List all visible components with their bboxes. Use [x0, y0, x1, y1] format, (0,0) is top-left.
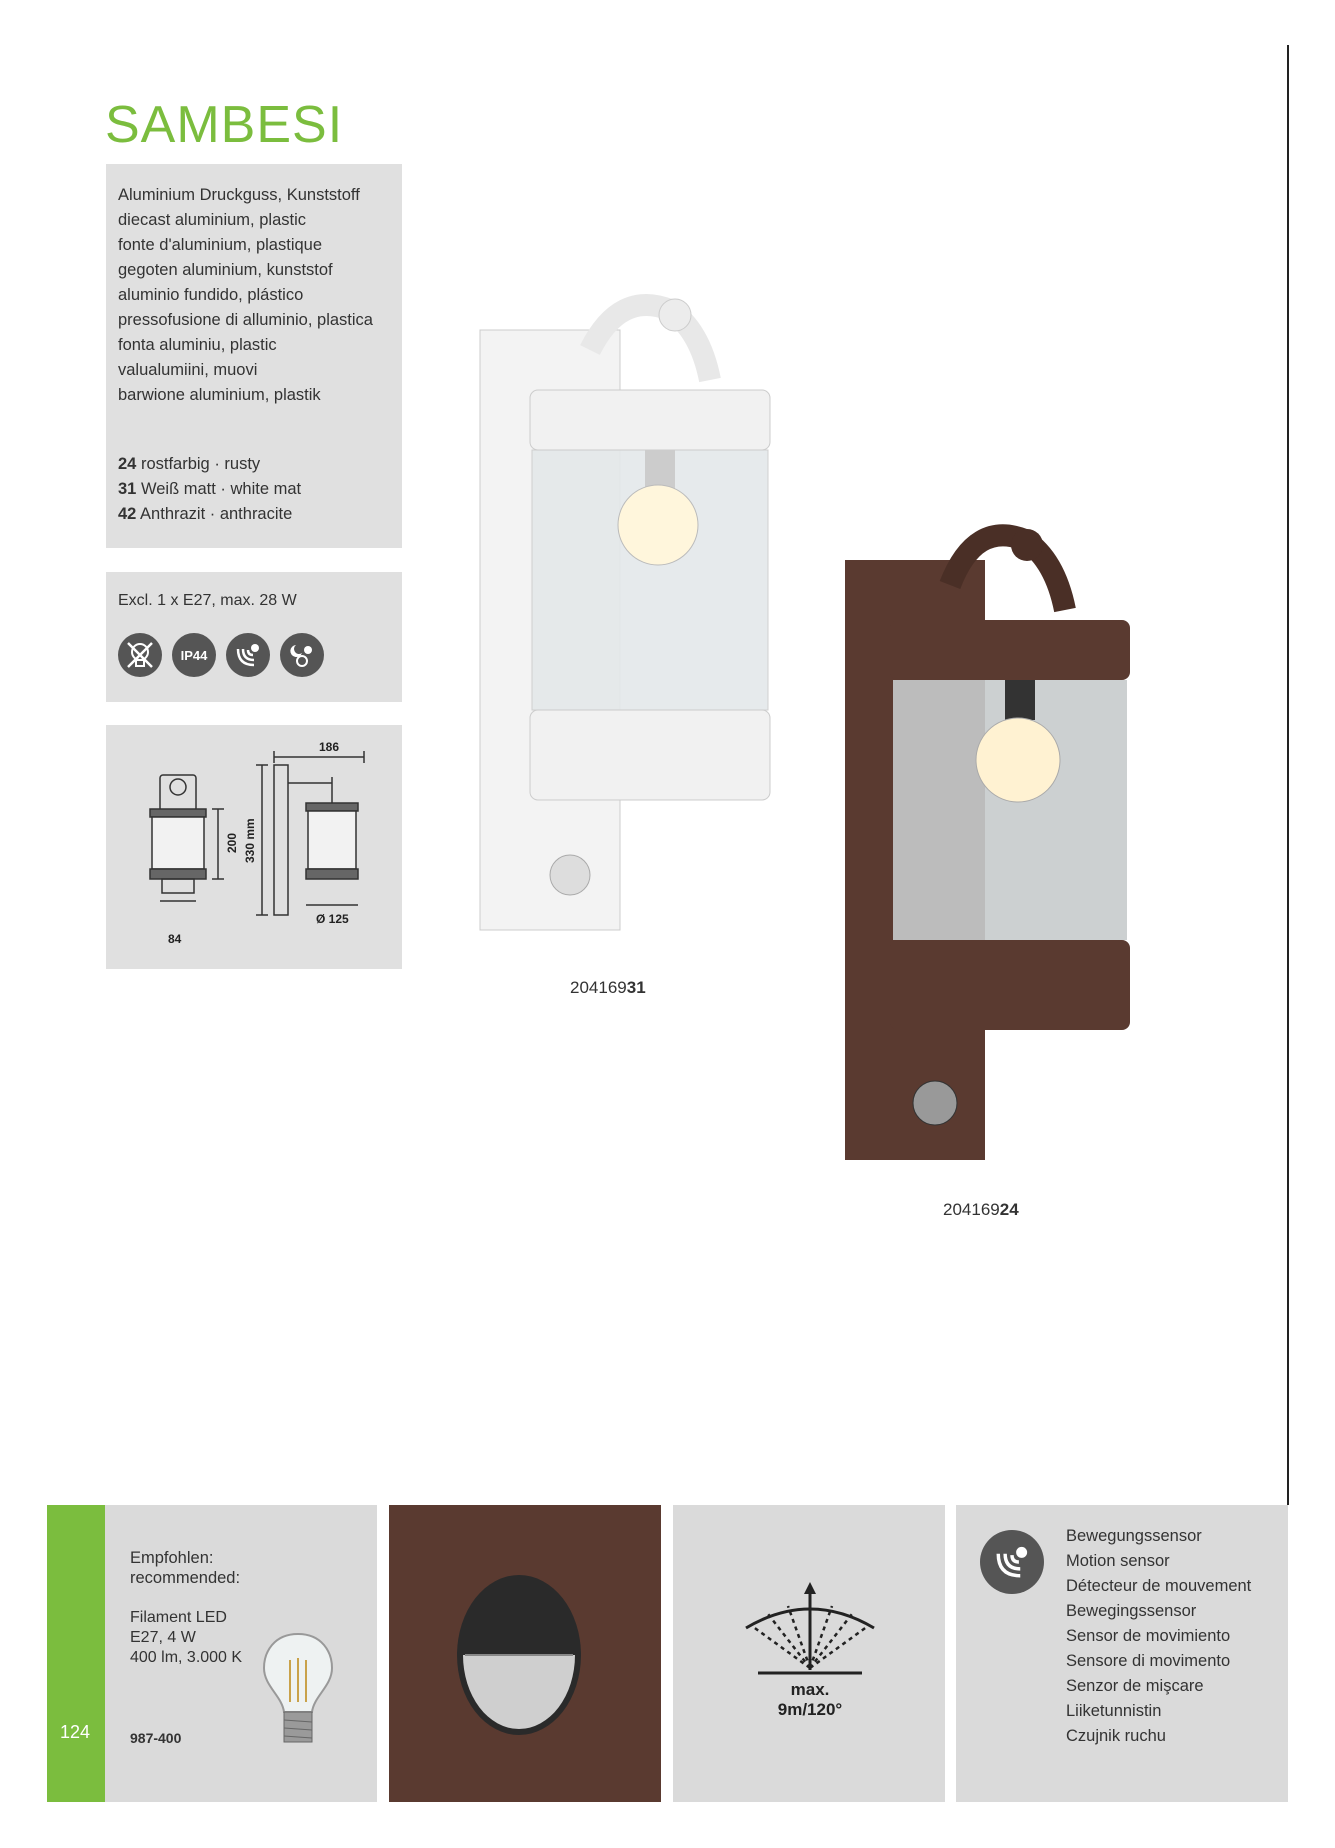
sensor-name: Sensore di movimento [1066, 1652, 1231, 1670]
dim-plate-label: 84 [168, 932, 182, 946]
sensor-closeup-image [389, 1505, 661, 1802]
day-night-sensor-icon [280, 633, 324, 677]
product-number-rust: 20416924 [943, 1200, 1019, 1219]
material-item: diecast aluminium, plastic [118, 211, 306, 229]
material-item: Aluminium Druckguss, Kunststoff [118, 186, 360, 204]
motion-sensor-icon [980, 1530, 1044, 1594]
bulb-spec: Excl. 1 x E27, max. 28 W [118, 592, 297, 609]
motion-sensor-icon [226, 633, 270, 677]
page-title: SAMBESI [105, 96, 344, 154]
sensor-name: Liiketunnistin [1066, 1702, 1162, 1720]
dimension-drawing [106, 725, 402, 969]
page-number: 124 [60, 1722, 91, 1742]
page-edge-line [1287, 45, 1289, 1505]
led-bulb-icon [262, 1630, 334, 1748]
sensor-names-list [1066, 1524, 1251, 1749]
dim-diameter-label: Ø 125 [316, 912, 349, 926]
recommended-title: Empfohlen: recommended: [130, 1549, 241, 1587]
material-item: barwione aluminium, plastik [118, 386, 321, 404]
material-item: fonta aluminiu, plastic [118, 336, 277, 354]
material-item: pressofusione di alluminio, plastica [118, 311, 373, 329]
color-variant: 24 rostfarbig · rusty [118, 455, 261, 473]
sensor-name: Czujnik ruchu [1066, 1727, 1166, 1745]
dim-height-label: 330 mm [243, 818, 257, 863]
color-variants-list [118, 452, 301, 527]
dim-width-label: 186 [319, 740, 340, 754]
material-item: fonte d'aluminium, plastique [118, 236, 323, 254]
feature-icons [118, 633, 324, 677]
ip44-icon: IP44 [172, 633, 216, 677]
color-variant: 42 Anthrazit · anthracite [118, 505, 293, 523]
material-item: aluminio fundido, plástico [118, 286, 304, 304]
sensor-name: Bewegungssensor [1066, 1527, 1202, 1545]
color-variant: 31 Weiß matt · white mat [118, 480, 302, 498]
article-number: 987-400 [130, 1730, 182, 1746]
range-label: max. 9m/120° [777, 1680, 843, 1719]
detection-range-icon [738, 1580, 882, 1680]
product-image-rust [835, 520, 1135, 1180]
material-item: valualumiini, muovi [118, 361, 258, 379]
materials-list [118, 183, 373, 408]
sensor-name: Bewegingssensor [1066, 1602, 1197, 1620]
recommended-specs: Filament LED E27, 4 W 400 lm, 3.000 K [130, 1609, 243, 1666]
sensor-name: Détecteur de mouvement [1066, 1577, 1252, 1595]
sensor-name: Sensor de movimiento [1066, 1627, 1231, 1645]
dim-body-height-label: 200 [225, 832, 239, 853]
no-dimmer-icon [118, 633, 162, 677]
product-image-white [470, 290, 790, 950]
material-item: gegoten aluminium, kunststof [118, 261, 333, 279]
sensor-name: Senzor de mişcare [1066, 1677, 1204, 1695]
accent-bar [47, 1505, 105, 1802]
sensor-name: Motion sensor [1066, 1552, 1170, 1570]
product-number-white: 20416931 [570, 978, 646, 997]
